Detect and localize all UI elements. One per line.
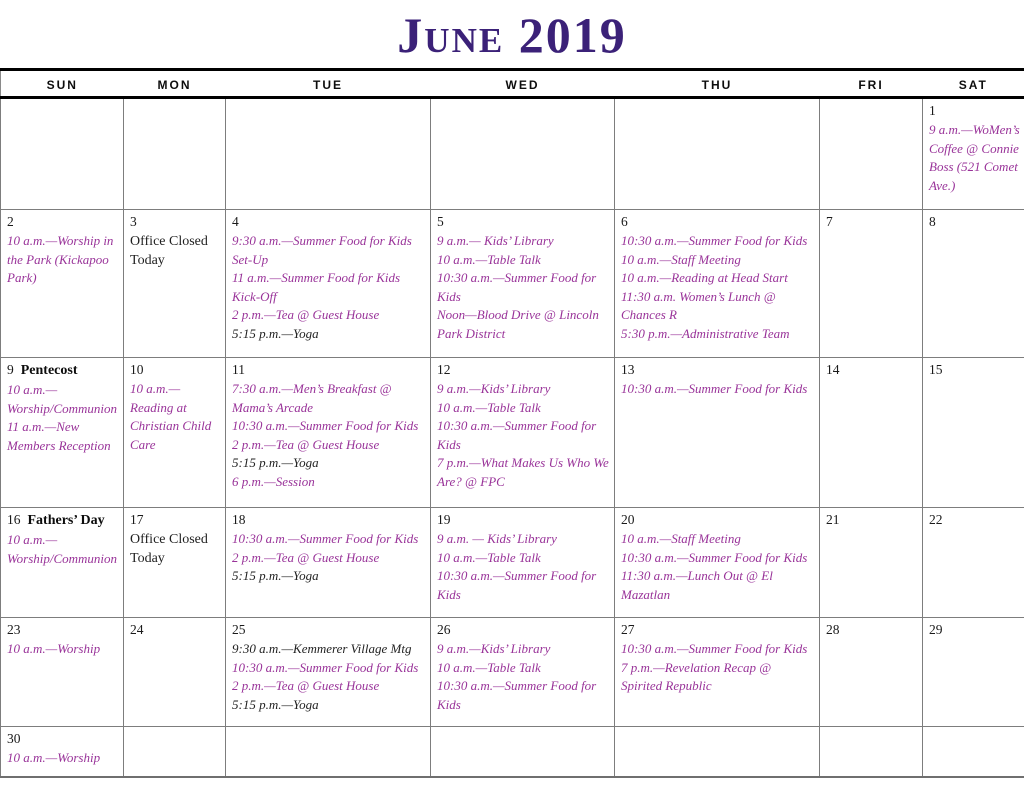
day-number: 18	[232, 512, 246, 527]
day-head	[437, 213, 610, 231]
event-item: 10 a.m.—Staff Meeting	[621, 251, 741, 267]
day-cell-21	[820, 508, 923, 618]
event-item: 11:30 a.m. Women’s Lunch @ Chances R	[621, 288, 776, 322]
event-item: 2 p.m.—Tea @ Guest House	[232, 678, 380, 693]
event-item: 10 a.m.—Table Talk	[437, 251, 541, 267]
day-head	[826, 621, 918, 639]
event-item: 6 p.m.—Session	[232, 473, 315, 489]
day-cell-8	[923, 210, 1024, 358]
empty-day-cell	[820, 727, 923, 777]
day-number: 17	[130, 512, 144, 527]
day-head	[130, 213, 221, 231]
day-number: 4	[232, 214, 239, 229]
day-head	[826, 361, 918, 379]
day-number: 20	[621, 512, 635, 527]
event-item: Office Closed Today	[130, 532, 208, 566]
day-head	[7, 730, 119, 748]
event-item: 11 a.m.—Summer Food for Kids Kick-Off	[232, 270, 401, 304]
day-head	[621, 361, 815, 379]
day-head	[621, 621, 815, 639]
day-head	[929, 102, 1020, 120]
event-item: 10 a.m.—Worship/Communion	[7, 382, 118, 416]
empty-day-cell	[615, 98, 820, 210]
day-head	[130, 511, 221, 529]
day-number: 11	[232, 362, 245, 377]
holiday-label: Pentecost	[20, 363, 78, 378]
day-number: 16	[7, 512, 21, 527]
day-cell-5	[431, 210, 615, 358]
event-item: 9 a.m.— Kids’ Library	[437, 233, 554, 248]
day-number: 5	[437, 214, 444, 229]
day-number: 28	[826, 622, 840, 637]
event-item: 10:30 a.m.—Summer Food for Kids	[232, 531, 419, 546]
day-number: 30	[7, 731, 21, 746]
week-row	[1, 508, 1024, 618]
week-row	[1, 358, 1024, 508]
event-item: 10 a.m.—Table Talk	[437, 549, 541, 565]
day-number: 29	[929, 622, 943, 637]
day-cell-25	[226, 618, 431, 727]
weekday-header-fri: fri	[820, 70, 923, 98]
day-head	[437, 361, 610, 379]
event-item: 10:30 a.m.—Summer Food for Kids	[621, 381, 808, 396]
day-number: 6	[621, 214, 628, 229]
day-cell-26	[431, 618, 615, 727]
weekday-header-mon: mon	[124, 70, 226, 98]
day-head	[826, 213, 918, 231]
event-item: Office Closed Today	[130, 234, 208, 268]
day-head	[437, 511, 610, 529]
event-item: 10:30 a.m.—Summer Food for Kids	[232, 418, 419, 433]
event-item: 5:15 p.m.—Yoga	[232, 455, 319, 470]
day-cell-4	[226, 210, 431, 358]
day-head	[929, 511, 1020, 529]
event-item: 9 a.m.—Kids’ Library	[437, 641, 551, 656]
event-item: 2 p.m.—Tea @ Guest House	[232, 436, 380, 452]
day-number: 21	[826, 512, 840, 527]
day-cell-2	[1, 210, 124, 358]
day-number: 25	[232, 622, 246, 637]
day-head	[7, 213, 119, 231]
day-number: 24	[130, 622, 144, 637]
empty-day-cell	[431, 98, 615, 210]
day-number: 22	[929, 512, 943, 527]
day-number: 27	[621, 622, 635, 637]
event-item: 7:30 a.m.—Men’s Breakfast @ Mama’s Arcade	[232, 381, 392, 415]
event-item: 9 a.m.—Kids’ Library	[437, 381, 551, 396]
day-cell-29	[923, 618, 1024, 727]
day-head	[929, 213, 1020, 231]
event-item: 5:15 p.m.—Yoga	[232, 568, 319, 583]
day-head	[232, 511, 426, 529]
event-item: Noon—Blood Drive @ Lincoln Park District	[437, 307, 599, 341]
day-cell-1	[923, 98, 1024, 210]
empty-day-cell	[226, 727, 431, 777]
weekday-header-wed: wed	[431, 70, 615, 98]
day-cell-27	[615, 618, 820, 727]
event-item: 5:30 p.m.—Administrative Team	[621, 325, 790, 341]
event-item: 2 p.m.—Tea @ Guest House	[232, 549, 380, 565]
week-row	[1, 98, 1024, 210]
day-head	[621, 213, 815, 231]
day-cell-19	[431, 508, 615, 618]
day-number: 13	[621, 362, 635, 377]
event-item: 10:30 a.m.—Summer Food for Kids	[621, 641, 808, 656]
event-item: 11 a.m.—New Members Reception	[7, 419, 111, 453]
event-item: 10 a.m.—Worship	[7, 641, 101, 656]
event-item: 10:30 a.m.—Summer Food for Kids	[621, 233, 808, 248]
day-number: 1	[929, 103, 936, 118]
event-item: 10 a.m.—Table Talk	[437, 399, 541, 415]
event-item: 10:30 a.m.—Summer Food for Kids	[621, 549, 808, 565]
day-number: 3	[130, 214, 137, 229]
empty-day-cell	[615, 727, 820, 777]
empty-day-cell	[820, 98, 923, 210]
event-item: 10:30 a.m.—Summer Food for Kids	[437, 678, 597, 712]
day-cell-23	[1, 618, 124, 727]
day-cell-9	[1, 358, 124, 508]
event-item: 10:30 a.m.—Summer Food for Kids	[437, 270, 597, 304]
event-item: 9 a.m. — Kids’ Library	[437, 531, 557, 546]
event-item: 10 a.m.—Worship in the Park (Kickapoo Park)	[7, 233, 114, 285]
day-cell-17	[124, 508, 226, 618]
day-cell-18	[226, 508, 431, 618]
holiday-label: Fathers’ Day	[27, 513, 105, 528]
weekday-header-row	[1, 70, 1024, 98]
calendar-body	[1, 98, 1024, 777]
day-cell-6	[615, 210, 820, 358]
event-item: 11:30 a.m.—Lunch Out @ El Mazatlan	[621, 568, 773, 602]
event-item: 9 a.m.—WoMen’s Coffee @ Connie Boss (521 Comet Ave.)	[929, 122, 1020, 193]
day-head	[621, 511, 815, 529]
day-cell-7	[820, 210, 923, 358]
event-item: 10 a.m.—Reading at Head Start	[621, 270, 788, 285]
day-head	[7, 361, 119, 380]
event-item: 10:30 a.m.—Summer Food for Kids	[437, 568, 597, 602]
day-cell-10	[124, 358, 226, 508]
event-item: 10:30 a.m.—Summer Food for Kids	[437, 418, 597, 452]
day-head	[929, 361, 1020, 379]
day-head	[437, 621, 610, 639]
day-number: 19	[437, 512, 451, 527]
day-head	[130, 361, 221, 379]
day-number: 7	[826, 214, 833, 229]
day-cell-16	[1, 508, 124, 618]
day-head	[7, 621, 119, 639]
event-item: 10 a.m.—Worship	[7, 750, 101, 765]
day-cell-13	[615, 358, 820, 508]
day-head	[826, 511, 918, 529]
day-cell-22	[923, 508, 1024, 618]
day-head	[232, 213, 426, 231]
calendar-grid	[0, 68, 1024, 778]
day-number: 15	[929, 362, 943, 377]
weekday-header-thu: thu	[615, 70, 820, 98]
week-row	[1, 618, 1024, 727]
event-item: 10 a.m.—Staff Meeting	[621, 531, 741, 546]
event-item: 9:30 a.m.—Kemmerer Village Mtg	[232, 641, 412, 656]
day-number: 2	[7, 214, 14, 229]
day-number: 8	[929, 214, 936, 229]
week-row	[1, 727, 1024, 777]
day-head	[130, 621, 221, 639]
event-item: 2 p.m.—Tea @ Guest House	[232, 307, 380, 322]
day-cell-3	[124, 210, 226, 358]
event-item: 7 p.m.—What Makes Us Who We Are? @ FPC	[437, 455, 609, 489]
day-number: 14	[826, 362, 840, 377]
day-cell-28	[820, 618, 923, 727]
empty-day-cell	[226, 98, 431, 210]
day-cell-12	[431, 358, 615, 508]
calendar-title: June 2019	[397, 7, 627, 63]
day-cell-30	[1, 727, 124, 777]
day-number: 10	[130, 362, 144, 377]
event-item: 9:30 a.m.—Summer Food for Kids Set-Up	[232, 233, 412, 267]
weekday-header-sun: sun	[1, 70, 124, 98]
day-cell-14	[820, 358, 923, 508]
day-number: 23	[7, 622, 21, 637]
event-item: 10:30 a.m.—Summer Food for Kids	[232, 659, 419, 675]
weekday-header-tue: tue	[226, 70, 431, 98]
empty-day-cell	[923, 727, 1024, 777]
empty-day-cell	[1, 98, 124, 210]
event-item: 7 p.m.—Revelation Recap @ Spirited Republic	[621, 659, 772, 693]
day-number: 9	[7, 362, 14, 377]
day-cell-24	[124, 618, 226, 727]
week-row	[1, 210, 1024, 358]
event-item: 5:15 p.m.—Yoga	[232, 696, 319, 712]
empty-day-cell	[124, 98, 226, 210]
day-head	[7, 511, 119, 530]
event-item: 5:15 p.m.—Yoga	[232, 325, 319, 341]
day-cell-15	[923, 358, 1024, 508]
day-number: 26	[437, 622, 451, 637]
day-cell-11	[226, 358, 431, 508]
empty-day-cell	[124, 727, 226, 777]
event-item: 10 a.m.—Table Talk	[437, 659, 541, 675]
day-head	[232, 361, 426, 379]
weekday-header-sat: sat	[923, 70, 1024, 98]
event-item: 10 a.m.—Worship/Communion	[7, 532, 118, 566]
day-cell-20	[615, 508, 820, 618]
day-number: 12	[437, 362, 451, 377]
event-item: 10 a.m.—Reading at Christian Child Care	[130, 381, 212, 452]
day-head	[232, 621, 426, 639]
empty-day-cell	[431, 727, 615, 777]
day-head	[929, 621, 1020, 639]
